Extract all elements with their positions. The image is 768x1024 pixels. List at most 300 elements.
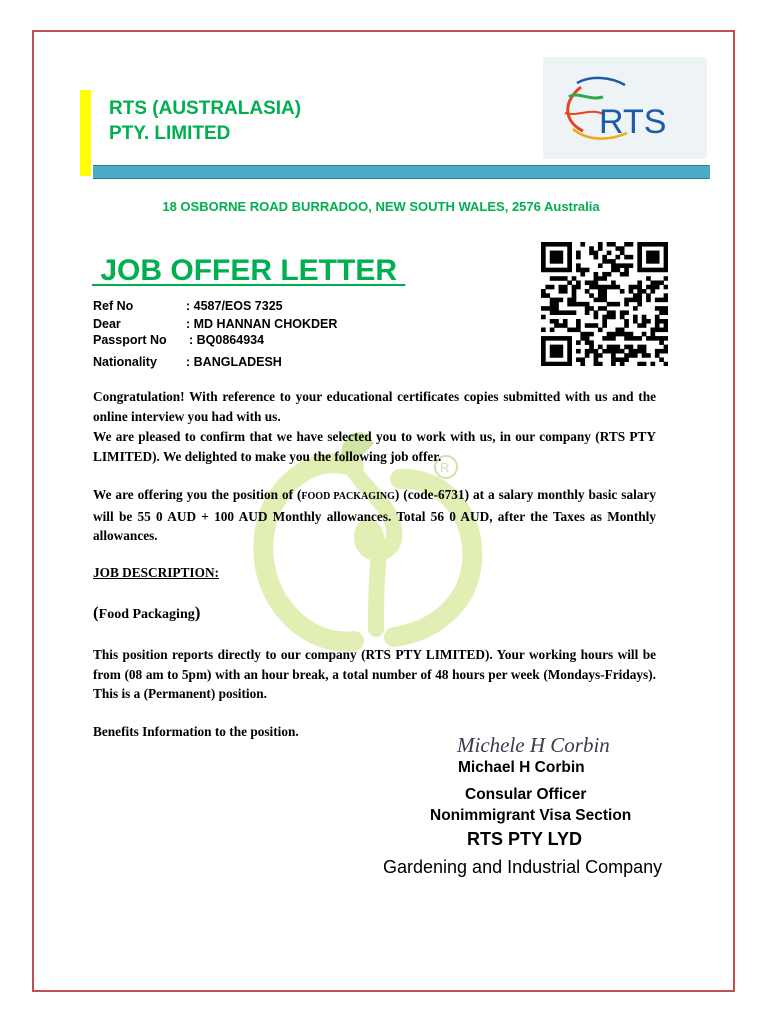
qr-module bbox=[659, 306, 664, 311]
qr-module bbox=[576, 285, 581, 290]
qr-module bbox=[545, 293, 550, 298]
qr-module bbox=[585, 353, 590, 358]
qr-module bbox=[659, 357, 664, 362]
qr-module bbox=[550, 349, 555, 354]
qr-module bbox=[545, 362, 550, 366]
qr-module bbox=[646, 251, 651, 256]
qr-module bbox=[554, 353, 559, 358]
qr-module bbox=[650, 251, 655, 256]
qr-module bbox=[567, 353, 572, 358]
qr-module bbox=[567, 298, 572, 303]
qr-module bbox=[664, 349, 668, 354]
qr-module bbox=[572, 302, 577, 307]
qr-module bbox=[550, 255, 555, 260]
qr-module bbox=[655, 328, 660, 333]
qr-module bbox=[580, 362, 585, 366]
qr-module bbox=[650, 328, 655, 333]
qr-module bbox=[637, 251, 642, 256]
qr-module bbox=[554, 362, 559, 366]
qr-module bbox=[602, 306, 607, 311]
qr-module bbox=[576, 268, 581, 273]
qr-module bbox=[589, 293, 594, 298]
qr-module bbox=[541, 268, 546, 273]
qr-module bbox=[655, 242, 660, 247]
qr-module bbox=[585, 302, 590, 307]
qr-module bbox=[550, 336, 555, 341]
qr-module bbox=[629, 336, 634, 341]
qr-module bbox=[594, 357, 599, 362]
qr-module bbox=[624, 345, 629, 350]
qr-module bbox=[594, 353, 599, 358]
qr-module bbox=[559, 362, 564, 366]
qr-module bbox=[541, 336, 546, 341]
qr-module bbox=[567, 302, 572, 307]
qr-module bbox=[594, 310, 599, 315]
qr-module bbox=[633, 293, 638, 298]
qr-module bbox=[664, 263, 668, 268]
qr-module bbox=[637, 336, 642, 341]
qr-module bbox=[646, 293, 651, 298]
position-text-after: ) (code-6731) at a salary monthly basic salary will be 55 0 AUD + 100 AUD Monthly allowances. Total 56 0 AUD, after the Taxes as Monthly allowances. bbox=[93, 487, 656, 543]
qr-module bbox=[620, 251, 625, 256]
qr-module bbox=[550, 353, 555, 358]
qr-module bbox=[659, 298, 664, 303]
qr-module bbox=[572, 276, 577, 281]
qr-module bbox=[572, 298, 577, 303]
qr-module bbox=[664, 268, 668, 273]
qr-module bbox=[633, 353, 638, 358]
qr-module bbox=[620, 315, 625, 320]
qr-module bbox=[594, 255, 599, 260]
qr-module bbox=[624, 268, 629, 273]
qr-module bbox=[664, 298, 668, 303]
qr-module bbox=[655, 285, 660, 290]
qr-module bbox=[615, 246, 620, 251]
qr-module bbox=[541, 328, 546, 333]
qr-module bbox=[572, 289, 577, 294]
qr-module bbox=[664, 259, 668, 264]
qr-module bbox=[624, 332, 629, 337]
qr-module bbox=[637, 285, 642, 290]
field-nationality bbox=[93, 354, 282, 370]
qr-module bbox=[576, 251, 581, 256]
qr-module bbox=[567, 357, 572, 362]
qr-module bbox=[620, 272, 625, 277]
qr-module bbox=[611, 315, 616, 320]
qr-module bbox=[615, 255, 620, 260]
qr-module bbox=[611, 310, 616, 315]
qr-module bbox=[633, 319, 638, 324]
qr-module bbox=[611, 345, 616, 350]
qr-module bbox=[541, 345, 546, 350]
qr-module bbox=[629, 349, 634, 354]
qr-module bbox=[594, 349, 599, 354]
qr-module bbox=[611, 268, 616, 273]
qr-module bbox=[554, 242, 559, 247]
qr-module bbox=[576, 328, 581, 333]
qr-module bbox=[545, 336, 550, 341]
qr-module bbox=[615, 345, 620, 350]
qr-module bbox=[637, 345, 642, 350]
qr-module bbox=[598, 328, 603, 333]
qr-module bbox=[585, 268, 590, 273]
qr-module bbox=[637, 246, 642, 251]
qr-module bbox=[580, 302, 585, 307]
qr-module bbox=[624, 302, 629, 307]
qr-module bbox=[659, 328, 664, 333]
qr-module bbox=[633, 285, 638, 290]
qr-module bbox=[541, 263, 546, 268]
qr-module bbox=[550, 251, 555, 256]
qr-module bbox=[629, 242, 634, 247]
qr-module bbox=[589, 285, 594, 290]
qr-module bbox=[664, 336, 668, 341]
qr-module bbox=[602, 319, 607, 324]
qr-module bbox=[598, 353, 603, 358]
qr-module bbox=[655, 353, 660, 358]
qr-module bbox=[607, 259, 612, 264]
qr-module bbox=[637, 349, 642, 354]
qr-module bbox=[585, 289, 590, 294]
qr-module bbox=[563, 276, 568, 281]
qr-module bbox=[607, 345, 612, 350]
qr-module bbox=[598, 298, 603, 303]
qr-module bbox=[554, 345, 559, 350]
qr-module bbox=[655, 268, 660, 273]
qr-module bbox=[637, 280, 642, 285]
qr-module bbox=[567, 263, 572, 268]
qr-module bbox=[594, 362, 599, 366]
qr-module bbox=[554, 310, 559, 315]
qr-module bbox=[554, 323, 559, 328]
qr-module bbox=[655, 315, 660, 320]
qr-module bbox=[642, 362, 647, 366]
qr-module bbox=[642, 268, 647, 273]
qr-module bbox=[664, 251, 668, 256]
qr-module bbox=[602, 289, 607, 294]
qr-module bbox=[607, 272, 612, 277]
field-dear bbox=[93, 316, 337, 332]
qr-module bbox=[633, 306, 638, 311]
qr-module bbox=[594, 272, 599, 277]
qr-module bbox=[559, 242, 564, 247]
qr-module bbox=[541, 255, 546, 260]
qr-module bbox=[550, 310, 555, 315]
qr-module bbox=[650, 332, 655, 337]
field-ref-no bbox=[93, 298, 283, 314]
qr-module bbox=[567, 340, 572, 345]
qr-module bbox=[615, 357, 620, 362]
qr-module bbox=[567, 310, 572, 315]
qr-module bbox=[624, 298, 629, 303]
qr-module bbox=[655, 255, 660, 260]
qr-module bbox=[611, 357, 616, 362]
qr-module bbox=[559, 298, 564, 303]
qr-module bbox=[646, 336, 651, 341]
qr-module bbox=[559, 310, 564, 315]
qr-module bbox=[545, 306, 550, 311]
qr-module bbox=[554, 251, 559, 256]
qr-module bbox=[580, 357, 585, 362]
qr-module bbox=[567, 268, 572, 273]
qr-module bbox=[659, 310, 664, 315]
qr-module bbox=[624, 357, 629, 362]
qr-module bbox=[646, 259, 651, 264]
qr-module bbox=[611, 302, 616, 307]
qr-module bbox=[598, 306, 603, 311]
qr-module bbox=[620, 246, 625, 251]
qr-module bbox=[576, 357, 581, 362]
paragraph-confirmation: We are pleased to confirm that we have selected you to work with us, in our company (RTS PTY LIMITED). We delighted to make you the following job offer. bbox=[93, 429, 656, 464]
field-ref-no-label: Ref No bbox=[93, 299, 134, 313]
qr-module bbox=[554, 306, 559, 311]
qr-module bbox=[554, 276, 559, 281]
qr-module bbox=[585, 349, 590, 354]
qr-module bbox=[589, 349, 594, 354]
qr-module bbox=[642, 332, 647, 337]
qr-module bbox=[615, 332, 620, 337]
qr-module bbox=[541, 242, 546, 247]
qr-module bbox=[646, 285, 651, 290]
qr-module bbox=[554, 336, 559, 341]
qr-module bbox=[550, 319, 555, 324]
qr-module bbox=[659, 336, 664, 341]
qr-module bbox=[637, 289, 642, 294]
qr-module bbox=[664, 328, 668, 333]
signatory-name: Michael H Corbin bbox=[458, 759, 585, 776]
qr-module bbox=[580, 242, 585, 247]
qr-module bbox=[611, 353, 616, 358]
qr-module bbox=[554, 302, 559, 307]
company-description: Gardening and Industrial Company bbox=[383, 857, 663, 877]
qr-module bbox=[646, 353, 651, 358]
qr-module bbox=[550, 268, 555, 273]
qr-module bbox=[589, 280, 594, 285]
qr-module bbox=[611, 259, 616, 264]
field-passport bbox=[93, 332, 264, 348]
qr-module bbox=[567, 259, 572, 264]
qr-module bbox=[620, 362, 625, 366]
position-text-before: We are offering you the position of ( bbox=[93, 487, 302, 502]
job-title bbox=[93, 603, 200, 625]
qr-module bbox=[541, 362, 546, 366]
qr-module bbox=[650, 242, 655, 247]
qr-module bbox=[642, 349, 647, 354]
qr-module bbox=[567, 362, 572, 366]
qr-module bbox=[598, 276, 603, 281]
qr-module bbox=[580, 332, 585, 337]
qr-module bbox=[541, 251, 546, 256]
qr-module bbox=[664, 319, 668, 324]
qr-module bbox=[567, 242, 572, 247]
company-name-line1: RTS (AUSTRALASIA) bbox=[109, 98, 302, 119]
paragraph-working-hours: This position reports directly to our company (RTS PTY LIMITED). Your working hours will be from (08 am to 5pm) with an hour break, a total number of 48 hours per week (Mondays-Fridays). This is a (Permanent) position. bbox=[93, 647, 656, 701]
qr-module bbox=[550, 328, 555, 333]
qr-module bbox=[664, 246, 668, 251]
qr-module bbox=[624, 272, 629, 277]
job-title-text: Food Packaging bbox=[98, 607, 195, 622]
qr-module bbox=[620, 310, 625, 315]
qr-module bbox=[664, 276, 668, 281]
qr-module bbox=[602, 255, 607, 260]
qr-module bbox=[598, 293, 603, 298]
letter-title: JOB OFFER LETTER bbox=[92, 254, 406, 287]
qr-module bbox=[611, 362, 616, 366]
qr-module bbox=[541, 289, 546, 294]
qr-module bbox=[559, 276, 564, 281]
qr-module bbox=[563, 289, 568, 294]
qr-module bbox=[620, 349, 625, 354]
qr-module bbox=[650, 255, 655, 260]
qr-module bbox=[559, 345, 564, 350]
qr-module bbox=[655, 251, 660, 256]
qr-module bbox=[585, 310, 590, 315]
qr-module bbox=[664, 345, 668, 350]
qr-module bbox=[541, 349, 546, 354]
qr-module bbox=[629, 289, 634, 294]
qr-module bbox=[633, 298, 638, 303]
qr-module bbox=[567, 280, 572, 285]
qr-module bbox=[559, 336, 564, 341]
qr-module bbox=[576, 323, 581, 328]
qr-module bbox=[567, 349, 572, 354]
qr-module bbox=[541, 353, 546, 358]
qr-module bbox=[642, 323, 647, 328]
qr-module bbox=[624, 336, 629, 341]
signatory-section: Nonimmigrant Visa Section bbox=[430, 807, 632, 824]
qr-module bbox=[541, 340, 546, 345]
qr-module bbox=[629, 285, 634, 290]
qr-module bbox=[659, 268, 664, 273]
qr-module bbox=[594, 251, 599, 256]
qr-module bbox=[646, 298, 651, 303]
qr-module bbox=[633, 349, 638, 354]
qr-module bbox=[646, 319, 651, 324]
qr-module bbox=[611, 332, 616, 337]
qr-module bbox=[550, 362, 555, 366]
qr-module bbox=[642, 353, 647, 358]
field-dear-value: : MD HANNAN CHOKDER bbox=[186, 317, 338, 331]
qr-module bbox=[550, 242, 555, 247]
qr-module bbox=[624, 242, 629, 247]
qr-module bbox=[637, 323, 642, 328]
qr-module bbox=[585, 340, 590, 345]
qr-module bbox=[615, 268, 620, 273]
qr-module bbox=[585, 280, 590, 285]
qr-module bbox=[576, 263, 581, 268]
qr-module bbox=[541, 246, 546, 251]
qr-module bbox=[611, 280, 616, 285]
qr-module bbox=[559, 255, 564, 260]
qr-module bbox=[655, 259, 660, 264]
qr-module bbox=[655, 280, 660, 285]
qr-module bbox=[572, 310, 577, 315]
qr-module bbox=[585, 323, 590, 328]
qr-module bbox=[620, 332, 625, 337]
qr-module bbox=[589, 251, 594, 256]
qr-module bbox=[550, 298, 555, 303]
qr-module bbox=[615, 263, 620, 268]
qr-module bbox=[580, 336, 585, 341]
qr-module bbox=[598, 345, 603, 350]
qr-module bbox=[589, 332, 594, 337]
qr-module bbox=[589, 345, 594, 350]
signatory-company: RTS PTY LYD bbox=[467, 829, 583, 849]
qr-module bbox=[550, 306, 555, 311]
company-address: 18 OSBORNE ROAD BURRADOO, NEW SOUTH WALES, 2576 Australia bbox=[162, 199, 600, 214]
qr-module bbox=[554, 259, 559, 264]
qr-module bbox=[576, 302, 581, 307]
qr-module bbox=[580, 268, 585, 273]
qr-module bbox=[664, 310, 668, 315]
qr-module bbox=[624, 255, 629, 260]
qr-module bbox=[559, 289, 564, 294]
qr-module bbox=[594, 285, 599, 290]
qr-module bbox=[637, 242, 642, 247]
qr-module bbox=[559, 323, 564, 328]
qr-module bbox=[650, 362, 655, 366]
qr-module bbox=[550, 345, 555, 350]
qr-module bbox=[629, 332, 634, 337]
qr-module bbox=[664, 285, 668, 290]
qr-module bbox=[576, 255, 581, 260]
benefits-line: Benefits Information to the position. bbox=[93, 724, 299, 739]
qr-module bbox=[567, 336, 572, 341]
qr-module bbox=[624, 310, 629, 315]
field-ref-no-value: : 4587/EOS 7325 bbox=[186, 299, 283, 313]
qr-module bbox=[602, 272, 607, 277]
qr-module bbox=[607, 349, 612, 354]
qr-module bbox=[615, 285, 620, 290]
qr-module bbox=[572, 328, 577, 333]
qr-module bbox=[607, 251, 612, 256]
field-dear-label: Dear bbox=[93, 317, 121, 331]
qr-module bbox=[611, 336, 616, 341]
qr-module bbox=[611, 349, 616, 354]
qr-module bbox=[554, 298, 559, 303]
qr-module bbox=[637, 268, 642, 273]
qr-module bbox=[637, 255, 642, 260]
qr-module bbox=[624, 319, 629, 324]
qr-module bbox=[607, 302, 612, 307]
field-nationality-label: Nationality bbox=[93, 355, 157, 369]
qr-module bbox=[559, 259, 564, 264]
qr-module bbox=[563, 323, 568, 328]
qr-module bbox=[633, 336, 638, 341]
qr-module bbox=[615, 328, 620, 333]
paragraph-position-salary bbox=[93, 485, 656, 546]
qr-module bbox=[650, 289, 655, 294]
qr-module bbox=[585, 332, 590, 337]
qr-module bbox=[559, 349, 564, 354]
signature-script: Michele H Corbin bbox=[457, 733, 610, 757]
qr-module bbox=[637, 298, 642, 303]
qr-module bbox=[615, 302, 620, 307]
qr-module bbox=[559, 353, 564, 358]
signatory-title: Consular Officer bbox=[465, 786, 587, 803]
qr-module bbox=[620, 328, 625, 333]
qr-module bbox=[642, 319, 647, 324]
qr-module bbox=[589, 306, 594, 311]
qr-module bbox=[576, 280, 581, 285]
qr-module bbox=[659, 340, 664, 345]
qr-module bbox=[629, 353, 634, 358]
qr-module bbox=[646, 268, 651, 273]
qr-module bbox=[646, 242, 651, 247]
qr-module bbox=[629, 263, 634, 268]
header-accent-bar bbox=[80, 90, 91, 176]
qr-module bbox=[572, 293, 577, 298]
